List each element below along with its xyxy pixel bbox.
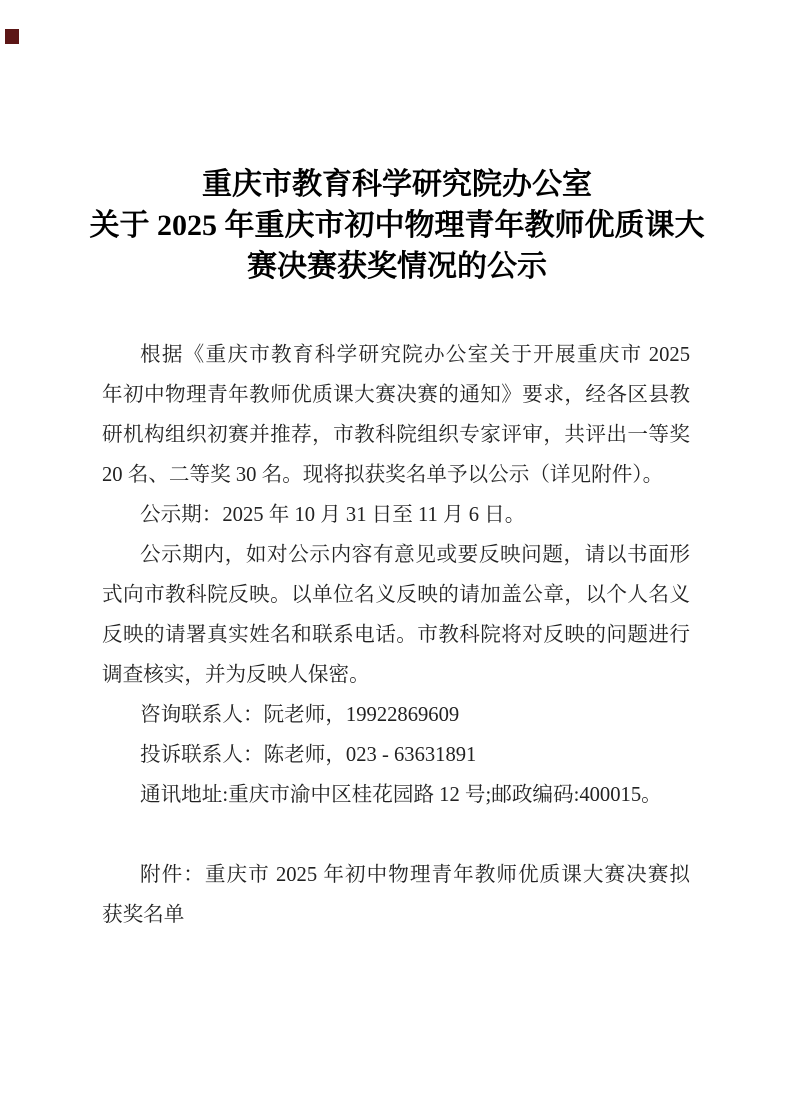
title-line-3: 赛决赛获奖情况的公示 <box>247 250 547 283</box>
blank-line <box>102 815 690 855</box>
body-line: 年初中物理青年教师优质课大赛决赛的通知》要求，经各区县教 <box>102 384 690 406</box>
body-line: 调查核实，并为反映人保密。 <box>102 664 370 686</box>
complaint-contact-line: 投诉联系人：陈老师，023 - 63631891 <box>140 744 477 766</box>
body-line: 20 名、二等奖 30 名。现将拟获奖名单予以公示（详见附件）。 <box>102 464 664 486</box>
attachment-line-2: 获奖名单 <box>102 904 185 926</box>
mailing-address-line: 通讯地址:重庆市渝中区桂花园路 12 号;邮政编码:400015。 <box>140 784 662 806</box>
title-line-2: 关于 2025 年重庆市初中物理青年教师优质课大 <box>89 209 705 242</box>
document-body <box>102 335 690 935</box>
body-line: 研机构组织初赛并推荐，市教科院组织专家评审，共评出一等奖 <box>102 424 690 446</box>
inquiry-contact-line: 咨询联系人：阮老师，19922869609 <box>140 704 460 726</box>
body-line: 公示期内，如对公示内容有意见或要反映问题，请以书面形 <box>140 544 690 566</box>
document-title <box>50 164 744 287</box>
body-line: 反映的请署真实姓名和联系电话。市教科院将对反映的问题进行 <box>102 624 690 646</box>
body-line: 根据《重庆市教育科学研究院办公室关于开展重庆市 2025 <box>140 344 690 366</box>
title-line-1: 重庆市教育科学研究院办公室 <box>202 168 592 201</box>
corner-red-mark <box>5 29 19 44</box>
attachment-line: 附件：重庆市 2025 年初中物理青年教师优质课大赛决赛拟 <box>140 864 690 886</box>
publicity-period-line: 公示期：2025 年 10 月 31 日至 11 月 6 日。 <box>140 504 526 526</box>
body-line: 式向市教科院反映。以单位名义反映的请加盖公章，以个人名义 <box>102 584 690 606</box>
